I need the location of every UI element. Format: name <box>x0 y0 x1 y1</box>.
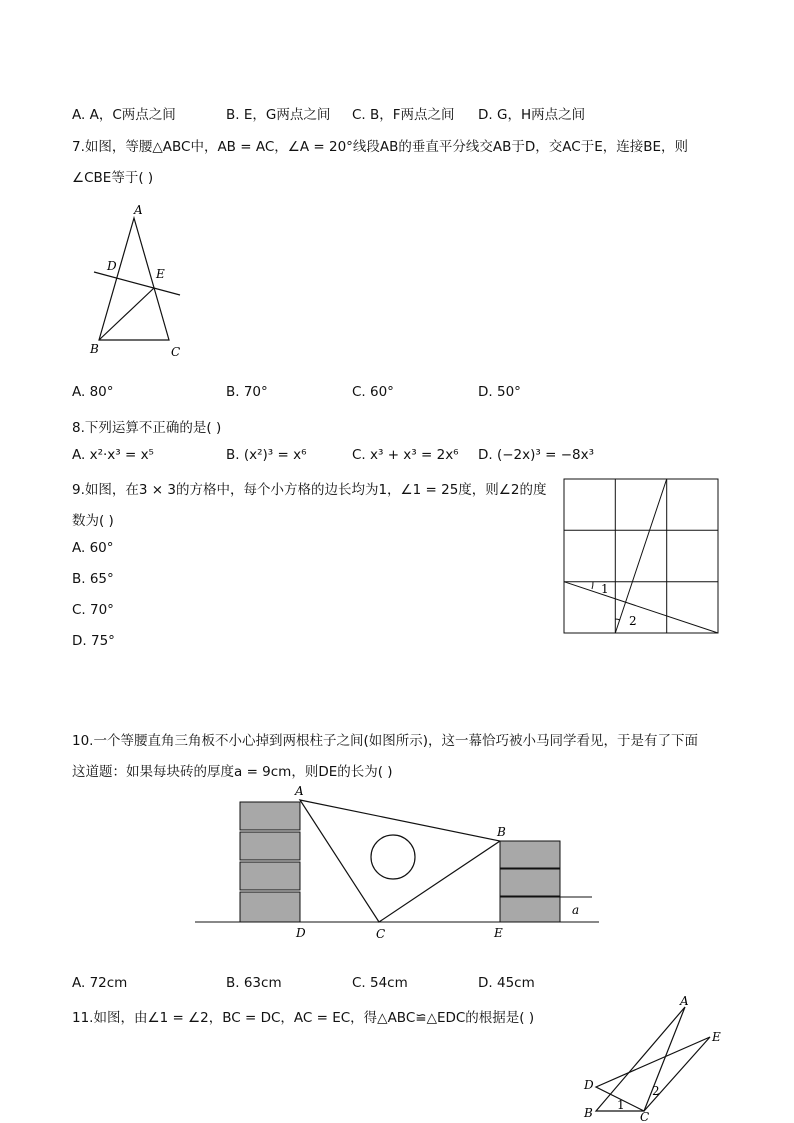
q8-option-a: A. x²·x³ = x⁵ <box>72 447 154 463</box>
q11-triangle-edc <box>596 1037 710 1111</box>
q10-option-c: C. 54cm <box>352 975 408 991</box>
q7-stem-line1: 7.如图，等腰△ABC中，AB = AC，∠A = 20°线段AB的垂直平分线交AB于D，交AC于E，连接BE，则 <box>72 139 689 155</box>
q8-stem: 8.下列运算不正确的是( ) <box>72 420 222 436</box>
q10-ruler-hole <box>371 835 415 879</box>
q10-label-d: D <box>296 926 306 940</box>
q6-option-d: D. G，H两点之间 <box>478 107 586 123</box>
q9-steep-line <box>615 479 666 633</box>
q7-figure <box>88 200 198 365</box>
q11-angle-2-label: 2 <box>652 1084 660 1098</box>
q11-triangle-abc <box>596 1007 685 1111</box>
q7-label-b: B <box>90 342 99 356</box>
q10-label-a: A <box>295 784 304 798</box>
q10-option-b: B. 63cm <box>226 975 282 991</box>
q11-angle-1-label: 1 <box>617 1098 625 1112</box>
q6-option-a: A. A，C两点之间 <box>72 107 176 123</box>
q10-option-a: A. 72cm <box>72 975 128 991</box>
q11-label-c: C <box>640 1110 650 1123</box>
q9-option-b: B. 65° <box>72 571 114 587</box>
q7-perpendicular-bisector <box>94 272 180 295</box>
q10-label-b: B <box>497 825 506 839</box>
q10-option-d: D. 45cm <box>478 975 535 991</box>
q7-stem-line2: ∠CBE等于( ) <box>72 170 154 186</box>
q9-grid-figure <box>563 478 720 635</box>
q9-option-d: D. 75° <box>72 633 115 649</box>
q11-label-d: D <box>584 1078 594 1092</box>
q8-option-d: D. (−2x)³ = −8x³ <box>478 447 595 463</box>
q11-stem: 11.如图，由∠1 = ∠2，BC = DC，AC = EC，得△ABC≌△EDC的根据是( ) <box>72 1010 535 1026</box>
q9-angle-2-label: 2 <box>629 614 637 628</box>
q7-label-d: D <box>107 259 117 273</box>
q10-label-e: E <box>494 926 503 940</box>
q7-label-e: E <box>156 267 165 281</box>
q10-stem-line2: 这道题：如果每块砖的厚度a = 9cm，则DE的长为( ) <box>72 764 393 780</box>
q9-stem-line1: 9.如图，在3 × 3的方格中，每个小方格的边长均为1，∠1 = 25度，则∠2的度 <box>72 482 547 498</box>
q9-stem-line2: 数为( ) <box>72 513 114 529</box>
q9-option-c: C. 70° <box>72 602 114 618</box>
q10-label-a-thickness: a <box>572 903 580 917</box>
q6-option-b: B. E，G两点之间 <box>226 107 331 123</box>
q11-label-e: E <box>712 1030 721 1044</box>
q10-stem-line1: 10.一个等腰直角三角板不小心掉到两根柱子之间(如图所示)，这一幕恰巧被小马同学看见，于是有了下面 <box>72 733 699 749</box>
q7-segment-be <box>99 288 154 340</box>
q10-triangle-ruler <box>300 800 500 922</box>
q10-label-c: C <box>376 927 386 941</box>
q9-option-a: A. 60° <box>72 540 114 556</box>
q7-option-a: A. 80° <box>72 384 114 400</box>
q10-left-pillar <box>240 802 300 922</box>
q6-option-c: C. B，F两点之间 <box>352 107 455 123</box>
q11-label-b: B <box>584 1106 593 1120</box>
q10-right-pillar <box>500 841 560 922</box>
q11-figure <box>580 995 730 1123</box>
q10-figure <box>195 780 600 945</box>
q7-option-c: C. 60° <box>352 384 394 400</box>
q9-angle-1-label: 1 <box>601 582 609 596</box>
q7-option-b: B. 70° <box>226 384 268 400</box>
q7-option-d: D. 50° <box>478 384 521 400</box>
q8-option-b: B. (x²)³ = x⁶ <box>226 447 307 463</box>
q9-diagonal-line <box>564 582 718 633</box>
q7-label-c: C <box>171 345 181 359</box>
q11-label-a: A <box>680 994 689 1008</box>
q7-label-a: A <box>134 203 143 217</box>
q8-option-c: C. x³ + x³ = 2x⁶ <box>352 447 459 463</box>
